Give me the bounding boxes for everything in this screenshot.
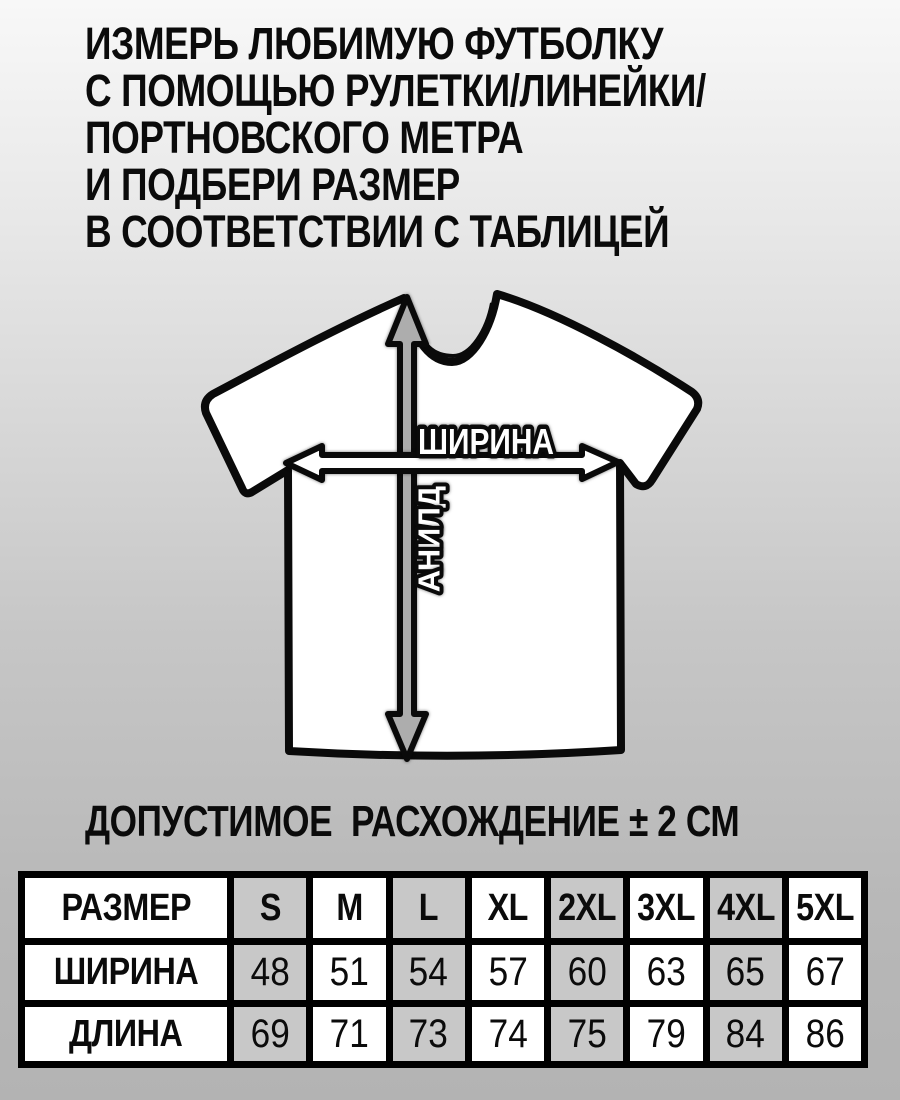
header-cell-xl: XL xyxy=(468,875,547,942)
title-line-5: В СООТВЕТСТВИИ С ТАБЛИЦЕЙ xyxy=(85,206,670,257)
header-cell-size: РАЗМЕР xyxy=(22,875,231,942)
length-value-l: 73 xyxy=(389,1004,468,1065)
length-value-5xl: 86 xyxy=(785,1004,864,1065)
header-cell-l: L xyxy=(389,875,468,942)
length-value-m: 71 xyxy=(310,1004,389,1065)
length-value-xl: 74 xyxy=(468,1004,547,1065)
title-line-3: ПОРТНОВСКОГО МЕТРА xyxy=(85,112,524,163)
size-table xyxy=(18,871,868,1068)
header-cell-3xl: 3XL xyxy=(627,875,706,942)
header-cell-4xl: 4XL xyxy=(706,875,785,942)
length-value-4xl: 84 xyxy=(706,1004,785,1065)
width-arrow-label: ШИРИНА xyxy=(418,421,554,462)
title-line-2: С ПОМОЩЬЮ РУЛЕТКИ/ЛИНЕЙКИ/ xyxy=(85,65,706,116)
length-label-letter-1: Д xyxy=(411,485,447,509)
length-value-2xl: 75 xyxy=(548,1004,627,1065)
header-cell-2xl: 2XL xyxy=(548,875,627,942)
width-value-5xl: 67 xyxy=(785,942,864,1004)
header-cell-5xl: 5XL xyxy=(785,875,864,942)
size-table-header-row xyxy=(22,875,865,942)
header-cell-m: M xyxy=(310,875,389,942)
length-value-3xl: 79 xyxy=(627,1004,706,1065)
width-value-3xl: 63 xyxy=(627,942,706,1004)
width-row-label: ШИРИНА xyxy=(22,942,231,1004)
length-row-label: ДЛИНА xyxy=(22,1004,231,1065)
title-line-1: ИЗМЕРЬ ЛЮБИМУЮ ФУТБОЛКУ xyxy=(85,18,664,69)
header-cell-s: S xyxy=(231,875,310,942)
title-line-4: И ПОДБЕРИ РАЗМЕР xyxy=(85,159,460,210)
length-label-letter-5: А xyxy=(411,569,447,593)
width-value-xl: 57 xyxy=(468,942,547,1004)
length-label-letter-3: И xyxy=(411,527,447,551)
page-title xyxy=(85,20,842,255)
width-value-m: 51 xyxy=(310,942,389,1004)
length-label-letter-4: Н xyxy=(411,548,447,572)
tshirt-measurement-diagram xyxy=(0,280,900,800)
tolerance-note: ДОПУСТИМОЕ РАСХОЖДЕНИЕ ± 2 СМ xyxy=(85,797,740,846)
length-value-s: 69 xyxy=(231,1004,310,1065)
width-value-l: 54 xyxy=(389,942,468,1004)
width-row xyxy=(22,942,865,1004)
width-value-4xl: 65 xyxy=(706,942,785,1004)
tshirt-outline xyxy=(205,294,698,756)
length-arrow-label xyxy=(412,486,447,592)
length-label-letter-2: Л xyxy=(411,507,447,529)
width-value-2xl: 60 xyxy=(548,942,627,1004)
length-row xyxy=(22,1004,865,1065)
width-value-s: 48 xyxy=(231,942,310,1004)
